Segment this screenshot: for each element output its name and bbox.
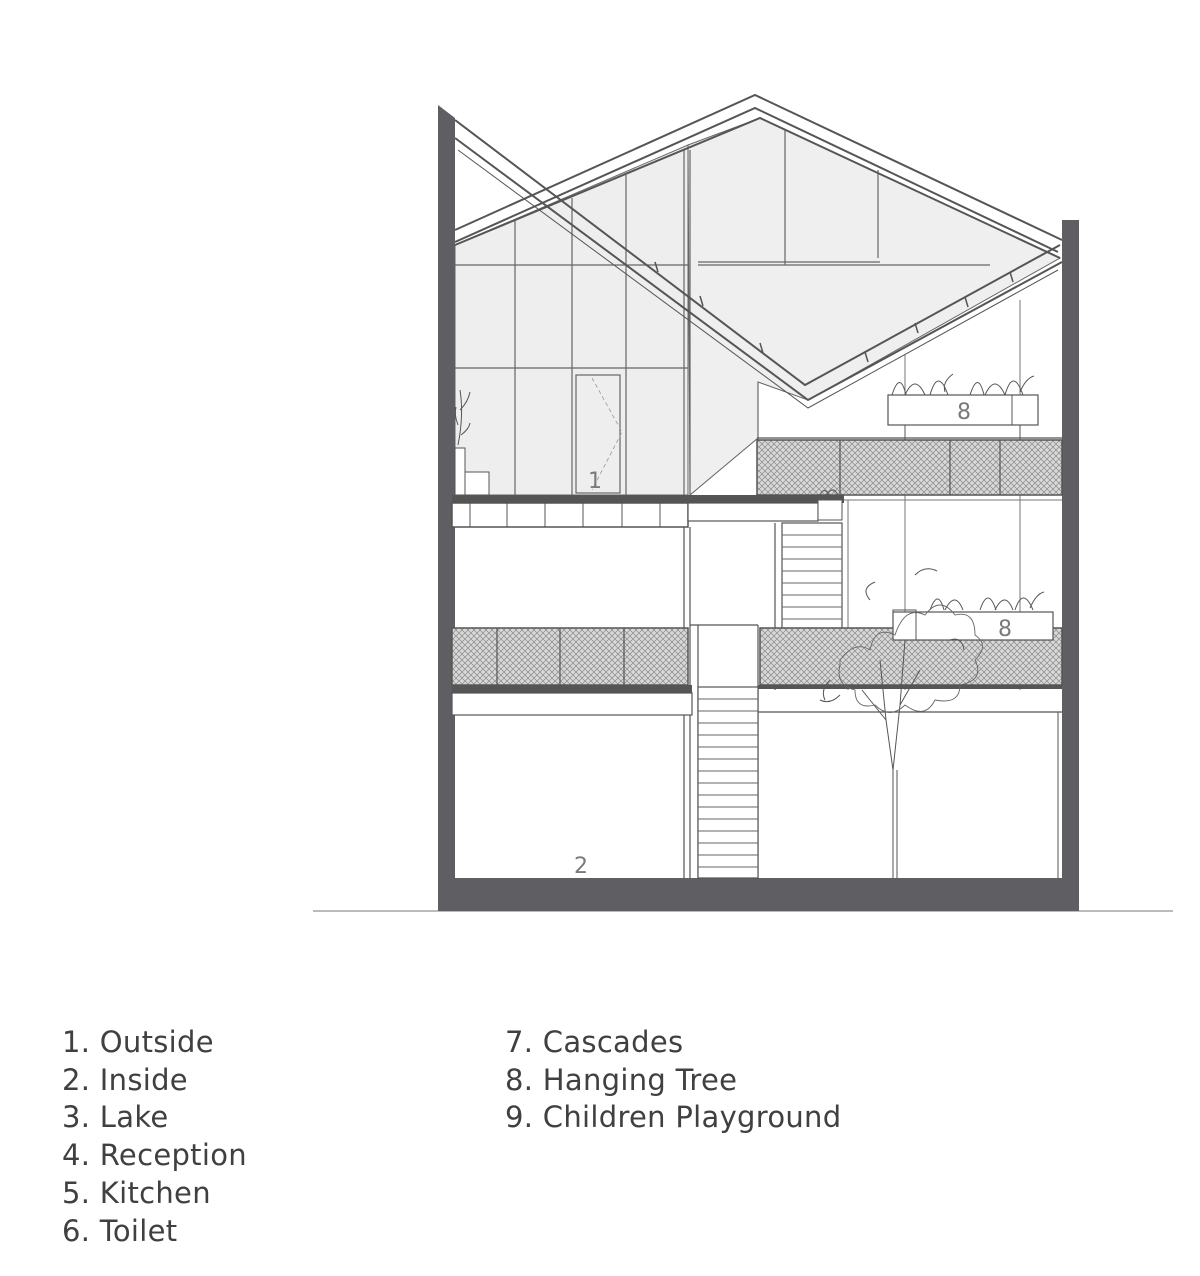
- legend-left-column: [62, 1024, 247, 1250]
- legend-item: 7. Cascades: [505, 1025, 684, 1059]
- legend-item: 8. Hanging Tree: [505, 1062, 738, 1097]
- tag-hanging-tree-lower: 8: [998, 617, 1012, 642]
- legend-item: 3. Lake: [62, 1100, 169, 1135]
- legend-item: 6. Toilet: [62, 1213, 178, 1248]
- tag-inside: 2: [574, 854, 588, 879]
- ground-slab: [438, 878, 1079, 911]
- tag-hanging-tree-upper: 8: [957, 400, 971, 425]
- legend-item: 9. Children Playground: [505, 1100, 842, 1135]
- legend-item: 1. Outside: [62, 1025, 214, 1059]
- legend-item: 2. Inside: [62, 1062, 188, 1097]
- hanging-planter-lower: [893, 592, 1053, 640]
- legend-item: 4. Reception: [62, 1138, 247, 1173]
- right-wall: [1062, 220, 1079, 878]
- tag-outside: 1: [588, 469, 602, 494]
- lower-staircase: [698, 687, 758, 878]
- middle-mesh-railing: [452, 628, 692, 715]
- legend-right-column: [505, 1024, 841, 1137]
- legend-item: 5. Kitchen: [62, 1175, 211, 1210]
- upper-mesh-railing: [757, 440, 1062, 495]
- left-wall: [438, 105, 455, 878]
- mezzanine-slab: [452, 495, 844, 527]
